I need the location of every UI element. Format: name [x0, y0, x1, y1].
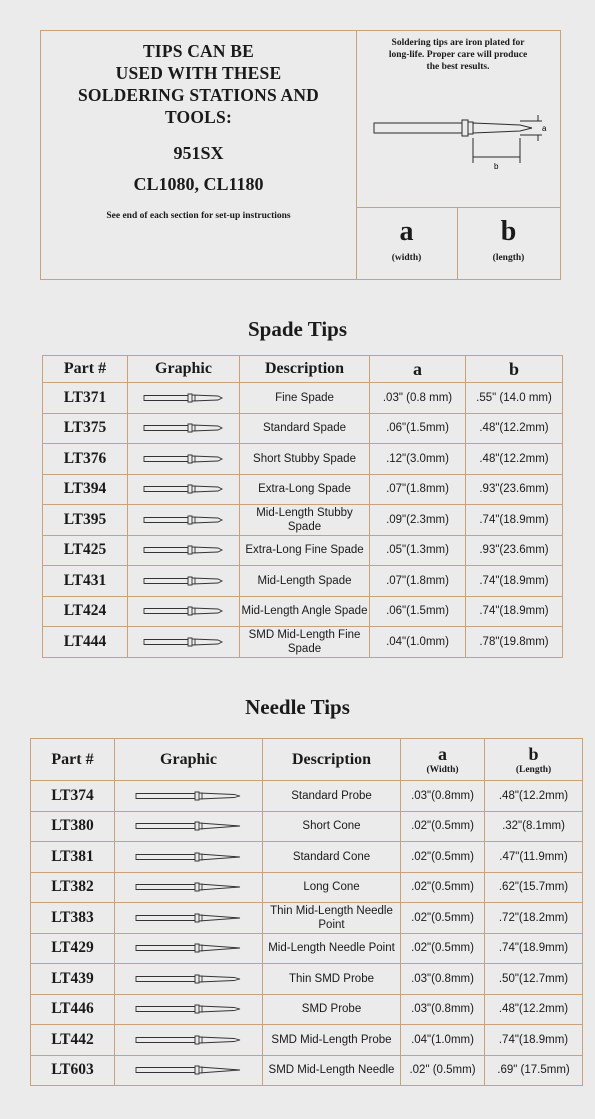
width-key: [356, 208, 458, 280]
width-value: .03"(0.8mm): [401, 781, 485, 812]
graphic-cell: [115, 811, 263, 842]
length-value: .55" (14.0 mm): [466, 383, 563, 414]
part-number: LT444: [43, 627, 128, 658]
smd-mid-length-probe-tip-icon: [134, 1033, 244, 1047]
length-value: .74"(18.9mm): [466, 566, 563, 597]
description: Long Cone: [263, 872, 401, 903]
part-number: LT374: [31, 781, 115, 812]
width-value: .03"(0.8mm): [401, 994, 485, 1025]
column-header-b: b: [466, 356, 563, 383]
tip-dimension-panel: [356, 31, 560, 279]
tip-dimension-diagram: [370, 83, 550, 173]
description: SMD Mid-Length Probe: [263, 1025, 401, 1056]
graphic-cell: [128, 566, 240, 597]
description: Mid-Length Stubby Spade: [240, 505, 370, 536]
width-value: .07"(1.8mm): [370, 566, 466, 597]
length-letter: b: [500, 216, 517, 247]
width-value: .04"(1.0mm): [370, 627, 466, 658]
column-header-description: Description: [240, 356, 370, 383]
spade-tips-table: [42, 355, 563, 658]
graphic-cell: [115, 1025, 263, 1056]
description: Mid-Length Spade: [240, 566, 370, 597]
length-value: .74"(18.9mm): [466, 505, 563, 536]
short-cone-tip-icon: [134, 819, 244, 833]
needle-tips-title: Needle Tips: [245, 695, 350, 719]
length-value: .74"(18.9mm): [466, 596, 563, 627]
headline-line: TIPS CAN BE: [142, 41, 255, 61]
length-value: .48"(12.2mm): [466, 444, 563, 475]
length-value: .74"(18.9mm): [485, 933, 583, 964]
table-header-row: [43, 356, 563, 383]
part-number: LT442: [31, 1025, 115, 1056]
column-header-a-letter: a: [438, 744, 447, 764]
part-number: LT383: [31, 903, 115, 934]
description: Standard Spade: [240, 413, 370, 444]
compatibility-panel: [41, 31, 357, 279]
table-row: [43, 505, 563, 536]
column-header-a: [401, 739, 485, 781]
description: Extra-Long Fine Spade: [240, 535, 370, 566]
description: Standard Probe: [263, 781, 401, 812]
graphic-cell: [128, 474, 240, 505]
description: Standard Cone: [263, 842, 401, 873]
part-number: LT431: [43, 566, 128, 597]
column-header-part: Part #: [43, 356, 128, 383]
table-row: [31, 964, 583, 995]
length-value: .32"(8.1mm): [485, 811, 583, 842]
length-key: [458, 208, 559, 280]
thin-smd-probe-tip-icon: [134, 972, 244, 986]
width-value: .02"(0.5mm): [401, 811, 485, 842]
dimension-key-row: [356, 207, 560, 280]
diagram-label-a: a: [542, 124, 547, 133]
model-cl1080-cl1180: CL1080, CL1180: [133, 174, 264, 194]
table-row: [31, 1055, 583, 1086]
table-row: [43, 627, 563, 658]
mid-length-angle-spade-tip-icon: [142, 604, 226, 618]
width-value: .12"(3.0mm): [370, 444, 466, 475]
standard-spade-tip-icon: [142, 421, 226, 435]
graphic-cell: [115, 964, 263, 995]
plating-note-line: long-life. Proper care will produce: [388, 50, 528, 60]
column-header-b-sub: (Length): [515, 765, 552, 775]
length-value: .48"(12.2mm): [485, 781, 583, 812]
length-value: .62"(15.7mm): [485, 872, 583, 903]
part-number: LT376: [43, 444, 128, 475]
table-header-row: [31, 739, 583, 781]
column-header-a: a: [370, 356, 466, 383]
column-header-part: Part #: [31, 739, 115, 781]
graphic-cell: [128, 413, 240, 444]
column-header-b: [485, 739, 583, 781]
part-number: LT380: [31, 811, 115, 842]
length-value: .93"(23.6mm): [466, 474, 563, 505]
long-cone-tip-icon: [134, 880, 244, 894]
length-value: .48"(12.2mm): [466, 413, 563, 444]
graphic-cell: [128, 596, 240, 627]
table-row: [31, 903, 583, 934]
column-header-b-letter: b: [528, 744, 539, 764]
headline-line: USED WITH THESE: [115, 63, 282, 83]
spade-tips-title: Spade Tips: [247, 317, 348, 341]
length-value: .72"(18.2mm): [485, 903, 583, 934]
part-number: LT439: [31, 964, 115, 995]
description: Thin SMD Probe: [263, 964, 401, 995]
length-value: .69" (17.5mm): [485, 1055, 583, 1086]
table-row: [43, 596, 563, 627]
plating-note-line: the best results.: [426, 62, 490, 72]
width-value: .06"(1.5mm): [370, 596, 466, 627]
width-value: .02"(0.5mm): [401, 842, 485, 873]
table-row: [43, 444, 563, 475]
part-number: LT446: [31, 994, 115, 1025]
smd-mid-length-fine-spade-tip-icon: [142, 635, 226, 649]
width-value: .02"(0.5mm): [401, 933, 485, 964]
table-row: [43, 566, 563, 597]
description: Thin Mid-Length Needle Point: [263, 903, 401, 934]
width-value: .04"(1.0mm): [401, 1025, 485, 1056]
length-value: .74"(18.9mm): [485, 1025, 583, 1056]
part-number: LT382: [31, 872, 115, 903]
compatibility-box: [40, 30, 561, 280]
smd-mid-length-needle-tip-icon: [134, 1063, 244, 1077]
table-row: [31, 933, 583, 964]
table-row: [31, 994, 583, 1025]
diagram-label-b: b: [494, 162, 499, 171]
standard-probe-tip-icon: [134, 789, 244, 803]
column-header-graphic: Graphic: [128, 356, 240, 383]
graphic-cell: [128, 383, 240, 414]
table-row: [31, 1025, 583, 1056]
extra-long-fine-spade-tip-icon: [142, 543, 226, 557]
model-951sx: 951SX: [173, 143, 224, 163]
graphic-cell: [128, 505, 240, 536]
column-header-description: Description: [263, 739, 401, 781]
width-value: .03"(0.8mm): [401, 964, 485, 995]
length-value: .50"(12.7mm): [485, 964, 583, 995]
graphic-cell: [115, 781, 263, 812]
description: Mid-Length Needle Point: [263, 933, 401, 964]
part-number: LT603: [31, 1055, 115, 1086]
compatibility-headline: [41, 40, 356, 128]
needle-point-tip-icon: [134, 941, 244, 955]
table-row: [31, 781, 583, 812]
part-number: LT371: [43, 383, 128, 414]
width-value: .02" (0.5mm): [401, 1055, 485, 1086]
length-value: .47"(11.9mm): [485, 842, 583, 873]
table-row: [43, 474, 563, 505]
graphic-cell: [115, 872, 263, 903]
width-value: .07"(1.8mm): [370, 474, 466, 505]
part-number: LT425: [43, 535, 128, 566]
table-row: [43, 413, 563, 444]
setup-note: See end of each section for set-up instructions: [106, 211, 291, 221]
table-row: [43, 383, 563, 414]
graphic-cell: [115, 842, 263, 873]
headline-line: SOLDERING STATIONS AND: [77, 85, 320, 105]
standard-cone-tip-icon: [134, 850, 244, 864]
table-row: [43, 535, 563, 566]
width-value: .06"(1.5mm): [370, 413, 466, 444]
part-number: LT424: [43, 596, 128, 627]
needle-tips-table: [30, 738, 583, 1086]
table-row: [31, 842, 583, 873]
table-row: [31, 811, 583, 842]
graphic-cell: [128, 627, 240, 658]
part-number: LT429: [31, 933, 115, 964]
width-value: .02"(0.5mm): [401, 872, 485, 903]
graphic-cell: [115, 933, 263, 964]
fine-spade-tip-icon: [142, 391, 226, 405]
graphic-cell: [115, 1055, 263, 1086]
graphic-cell: [128, 535, 240, 566]
description: Short Stubby Spade: [240, 444, 370, 475]
width-value: .03" (0.8 mm): [370, 383, 466, 414]
extra-long-spade-tip-icon: [142, 482, 226, 496]
plating-note-line: Soldering tips are iron plated for: [391, 38, 525, 48]
description: Fine Spade: [240, 383, 370, 414]
column-header-graphic: Graphic: [115, 739, 263, 781]
graphic-cell: [115, 903, 263, 934]
plating-note: [356, 37, 560, 73]
graphic-cell: [115, 994, 263, 1025]
mid-length-stubby-spade-tip-icon: [142, 513, 226, 527]
length-caption: (length): [492, 253, 525, 263]
description: SMD Probe: [263, 994, 401, 1025]
headline-line: TOOLS:: [164, 107, 232, 127]
length-value: .48"(12.2mm): [485, 994, 583, 1025]
thin-needle-point-tip-icon: [134, 911, 244, 925]
width-value: .09"(2.3mm): [370, 505, 466, 536]
length-value: .78"(19.8mm): [466, 627, 563, 658]
description: Short Cone: [263, 811, 401, 842]
part-number: LT394: [43, 474, 128, 505]
description: SMD Mid-Length Needle: [263, 1055, 401, 1086]
description: Extra-Long Spade: [240, 474, 370, 505]
part-number: LT381: [31, 842, 115, 873]
part-number: LT395: [43, 505, 128, 536]
part-number: LT375: [43, 413, 128, 444]
width-value: .02"(0.5mm): [401, 903, 485, 934]
short-stubby-spade-tip-icon: [142, 452, 226, 466]
description: SMD Mid-Length Fine Spade: [240, 627, 370, 658]
width-caption: (width): [391, 253, 422, 263]
table-row: [31, 872, 583, 903]
mid-length-spade-tip-icon: [142, 574, 226, 588]
smd-probe-tip-icon: [134, 1002, 244, 1016]
graphic-cell: [128, 444, 240, 475]
description: Mid-Length Angle Spade: [240, 596, 370, 627]
length-value: .93"(23.6mm): [466, 535, 563, 566]
width-value: .05"(1.3mm): [370, 535, 466, 566]
width-letter: a: [399, 216, 414, 247]
column-header-a-sub: (Width): [426, 765, 459, 775]
